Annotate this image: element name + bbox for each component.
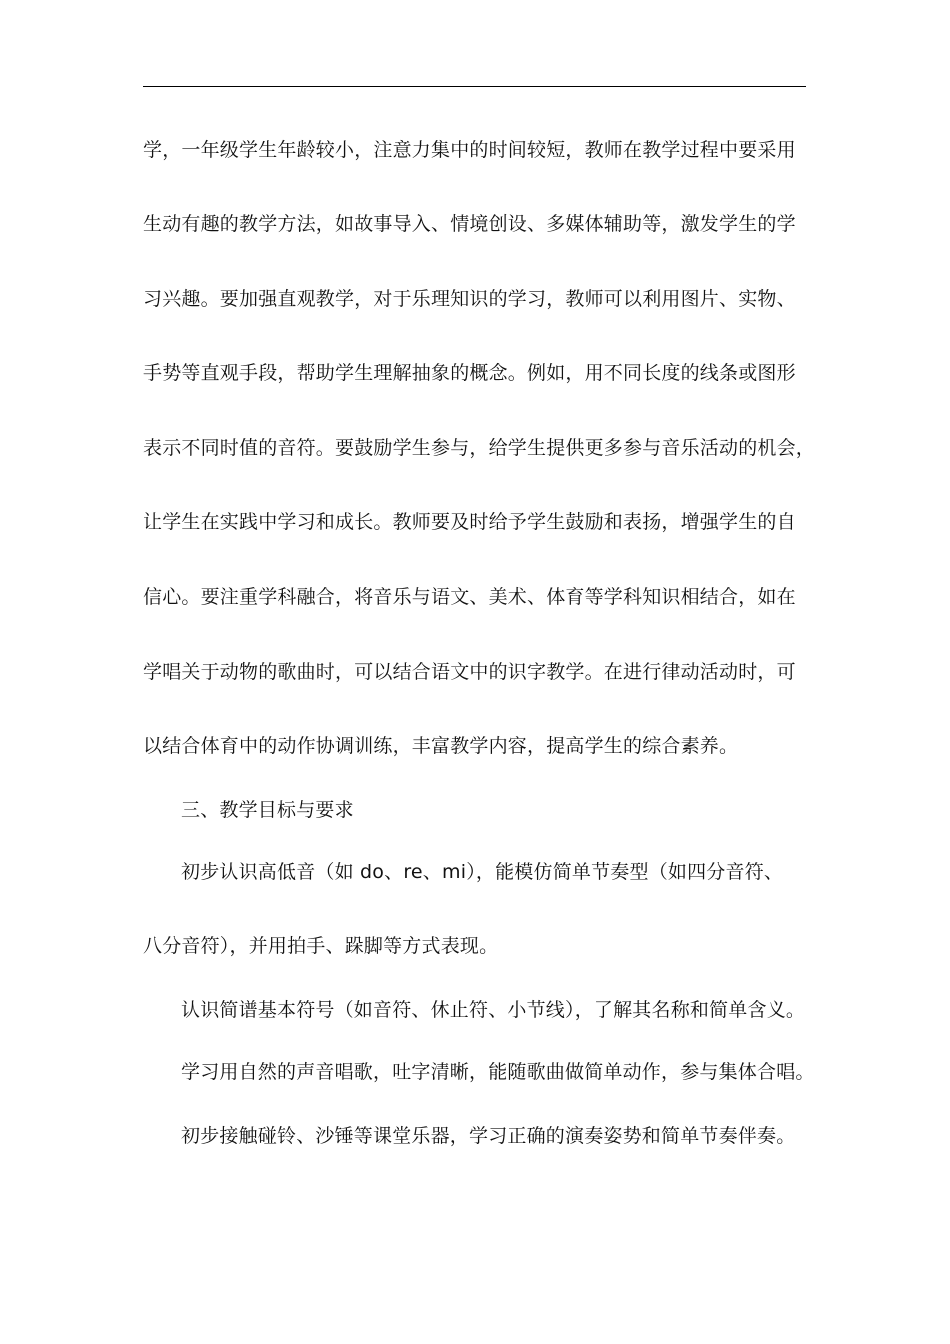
body-line: 学，一年级学生年龄较小，注意力集中的时间较短，教师在教学过程中要采用 <box>143 139 796 161</box>
header-rule <box>143 86 806 87</box>
goal-1-line-1: 初步认识高低音（如 do、re、mi），能模仿简单节奏型（如四分音符、 <box>181 861 784 883</box>
body-line: 以结合体育中的动作协调训练，丰富教学内容，提高学生的综合素养。 <box>143 735 739 757</box>
body-line: 让学生在实践中学习和成长。教师要及时给予学生鼓励和表扬，增强学生的自 <box>143 511 796 533</box>
body-line: 信心。要注重学科融合，将音乐与语文、美术、体育等学科知识相结合，如在 <box>143 586 796 608</box>
section-heading: 三、教学目标与要求 <box>181 799 354 821</box>
body-line: 生动有趣的教学方法，如故事导入、情境创设、多媒体辅助等，激发学生的学 <box>143 213 796 235</box>
body-line: 表示不同时值的音符。要鼓励学生参与，给学生提供更多参与音乐活动的机会， <box>143 437 816 459</box>
body-line: 习兴趣。要加强直观教学，对于乐理知识的学习，教师可以利用图片、实物、 <box>143 288 796 310</box>
body-line: 学唱关于动物的歌曲时，可以结合语文中的识字教学。在进行律动活动时，可 <box>143 661 796 683</box>
goal-2: 认识简谱基本符号（如音符、休止符、小节线），了解其名称和简单含义。 <box>181 999 806 1021</box>
body-line: 手势等直观手段，帮助学生理解抽象的概念。例如，用不同长度的线条或图形 <box>143 362 796 384</box>
goal-4: 初步接触碰铃、沙锤等课堂乐器，学习正确的演奏姿势和简单节奏伴奏。 <box>181 1125 796 1147</box>
goal-1-line-2: 八分音符），并用拍手、跺脚等方式表现。 <box>143 935 499 957</box>
goal-3: 学习用自然的声音唱歌，吐字清晰，能随歌曲做简单动作，参与集体合唱。 <box>181 1061 815 1083</box>
